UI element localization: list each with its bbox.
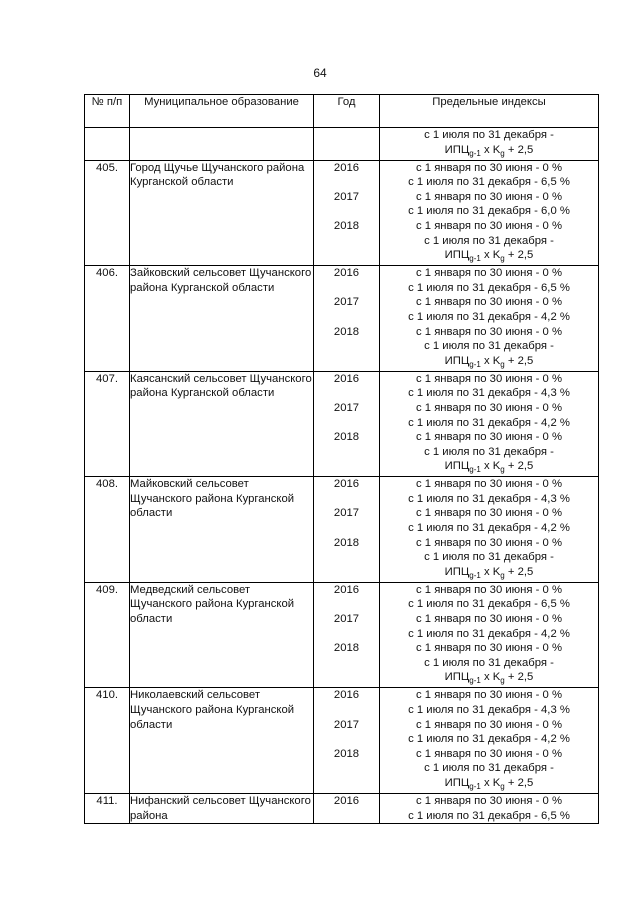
index-line: с 1 января по 30 июня - 0 %: [415, 267, 563, 280]
index-line: с 1 июля по 31 декабря - 4,2 %: [408, 627, 570, 640]
index-formula: $ИПЦ_{g-1}$ x $K_g + 2,5$: [444, 671, 534, 686]
year-value: 2017: [333, 718, 360, 731]
index-line: с 1 июля по 31 декабря - 6,0 %: [408, 205, 570, 218]
index-line: с 1 июля по 31 декабря - 6,5 %: [408, 809, 570, 822]
row-number: 406.: [85, 266, 130, 372]
table-row: [85, 688, 599, 794]
index-line: с 1 июля по 31 декабря -: [424, 129, 554, 141]
year-value: 2018: [333, 431, 360, 444]
index-line: с 1 июля по 31 декабря - 4,3 %: [408, 704, 570, 716]
municipality-name: Майковский сельсовет Щучанского района Курганской области: [130, 477, 314, 583]
header-indices: Предельные индексы: [380, 95, 599, 128]
year-value: 2018: [333, 642, 360, 655]
table-row: [85, 266, 599, 372]
index-line: с 1 января по 30 июня - 0 %: [415, 296, 563, 309]
years-cell: [314, 160, 380, 266]
years-cell: [314, 582, 380, 688]
index-line: с 1 января по 30 июня - 0 %: [415, 372, 563, 385]
index-line: с 1 июля по 31 декабря -: [424, 445, 554, 458]
index-line: с 1 января по 30 июня - 0 %: [415, 161, 563, 174]
index-line: с 1 июля по 31 декабря -: [424, 551, 554, 564]
index-line: с 1 января по 30 июня - 0 %: [415, 507, 563, 520]
index-line: с 1 января по 30 июня - 0 %: [415, 613, 563, 626]
year-value: 2018: [333, 536, 360, 549]
year-value: 2018: [333, 747, 360, 760]
index-line: с 1 января по 30 июня - 0 %: [415, 431, 563, 444]
index-line: с 1 января по 30 июня - 0 %: [415, 718, 563, 731]
year-value: 2018: [333, 219, 360, 232]
indices-cell: [380, 688, 599, 794]
index-line: с 1 июля по 31 декабря - 4,3 %: [408, 387, 570, 400]
table-row: [85, 793, 599, 823]
row-number: 408.: [85, 477, 130, 583]
index-formula: $ИПЦ_{g-1}$ x $K_g + 2,5$: [444, 143, 534, 158]
index-line: с 1 января по 30 июня - 0 %: [415, 219, 563, 232]
municipality-name: Зайковский сельсовет Щучанского района Курганской области: [130, 266, 314, 372]
table-header-row: [85, 95, 599, 128]
year-value: 2017: [333, 613, 360, 626]
index-line: с 1 июля по 31 декабря - 4,2 %: [408, 733, 570, 746]
index-line: с 1 июля по 31 декабря - 6,5 %: [408, 598, 570, 611]
indices-cell: [380, 582, 599, 688]
year-value: 2016: [333, 794, 360, 807]
years-cell: [314, 688, 380, 794]
row-number: 409.: [85, 582, 130, 688]
index-line: с 1 января по 30 июня - 0 %: [415, 478, 563, 491]
indices-cell: [380, 266, 599, 372]
year-value: 2016: [333, 478, 360, 491]
index-line: с 1 января по 30 июня - 0 %: [415, 642, 563, 655]
index-line: с 1 июля по 31 декабря - 4,2 %: [408, 310, 570, 323]
row-number: 410.: [85, 688, 130, 794]
year-value: 2016: [333, 583, 360, 596]
table-row: [85, 477, 599, 583]
year-value: 2018: [333, 325, 360, 338]
table-row: [85, 160, 599, 266]
header-municipality: Муниципальное образование: [130, 95, 314, 128]
index-formula: $ИПЦ_{g-1}$ x $K_g + 2,5$: [444, 565, 534, 580]
indices-cell: [380, 371, 599, 477]
index-line: с 1 июля по 31 декабря - 4,3 %: [408, 492, 570, 505]
index-line: с 1 января по 30 июня - 0 %: [415, 689, 563, 702]
page-number: 64: [313, 66, 327, 80]
header-year: Год: [314, 95, 380, 128]
row-number: 411.: [85, 793, 130, 823]
header-number: № п/п: [85, 95, 130, 128]
year-value: 2017: [333, 401, 360, 414]
index-line: с 1 января по 30 июня - 0 %: [415, 190, 563, 203]
index-formula: $ИПЦ_{g-1}$ x $K_g + 2,5$: [444, 249, 534, 264]
table-row: [85, 371, 599, 477]
year-value: 2017: [333, 296, 360, 309]
index-line: с 1 июля по 31 декабря - 4,2 %: [408, 522, 570, 535]
row-number: 405.: [85, 160, 130, 266]
index-formula: $ИПЦ_{g-1}$ x $K_g + 2,5$: [444, 354, 534, 369]
index-line: с 1 января по 30 июня - 0 %: [415, 794, 563, 807]
index-line: с 1 января по 30 июня - 0 %: [415, 401, 563, 414]
index-line: с 1 января по 30 июня - 0 %: [415, 325, 563, 338]
municipality-name: Город Щучье Щучанского района Курганской области: [130, 160, 314, 266]
year-value: 2016: [333, 161, 360, 174]
index-formula: $ИПЦ_{g-1}$ x $K_g + 2,5$: [444, 776, 534, 791]
municipality-name: Медведский сельсовет Щучанского района Курганской области: [130, 582, 314, 688]
continuation-row: [85, 128, 599, 161]
years-cell: [314, 266, 380, 372]
indices-cell: [380, 793, 599, 823]
index-formula: $ИПЦ_{g-1}$ x $K_g + 2,5$: [444, 460, 534, 475]
municipality-name: Нифанский сельсовет Щучанского района: [130, 793, 314, 823]
indices-cell: [380, 477, 599, 583]
years-cell: [314, 477, 380, 583]
year-value: 2016: [333, 689, 360, 702]
index-line: с 1 июля по 31 декабря - 6,5 %: [408, 281, 570, 294]
index-line: с 1 июля по 31 декабря - 6,5 %: [408, 176, 570, 189]
index-line: с 1 июля по 31 декабря -: [424, 762, 554, 775]
years-cell: [314, 793, 380, 823]
index-line: с 1 января по 30 июня - 0 %: [415, 747, 563, 760]
year-value: 2016: [333, 372, 360, 385]
row-number: 407.: [85, 371, 130, 477]
index-line: с 1 января по 30 июня - 0 %: [415, 536, 563, 549]
years-cell: [314, 371, 380, 477]
table-row: [85, 582, 599, 688]
municipality-name: Каясанский сельсовет Щучанского района Курганской области: [130, 371, 314, 477]
year-value: 2017: [333, 190, 360, 203]
index-line: с 1 июля по 31 декабря -: [424, 656, 554, 669]
index-line: с 1 июля по 31 декабря - 4,2 %: [408, 416, 570, 429]
price-index-table: [84, 94, 599, 824]
index-line: с 1 июля по 31 декабря -: [424, 340, 554, 353]
municipality-name: Николаевский сельсовет Щучанского района Курганской области: [130, 688, 314, 794]
year-value: 2017: [333, 507, 360, 520]
indices-cell: [380, 160, 599, 266]
year-value: 2016: [333, 267, 360, 280]
index-line: с 1 января по 30 июня - 0 %: [415, 583, 563, 596]
index-line: с 1 июля по 31 декабря -: [424, 234, 554, 247]
